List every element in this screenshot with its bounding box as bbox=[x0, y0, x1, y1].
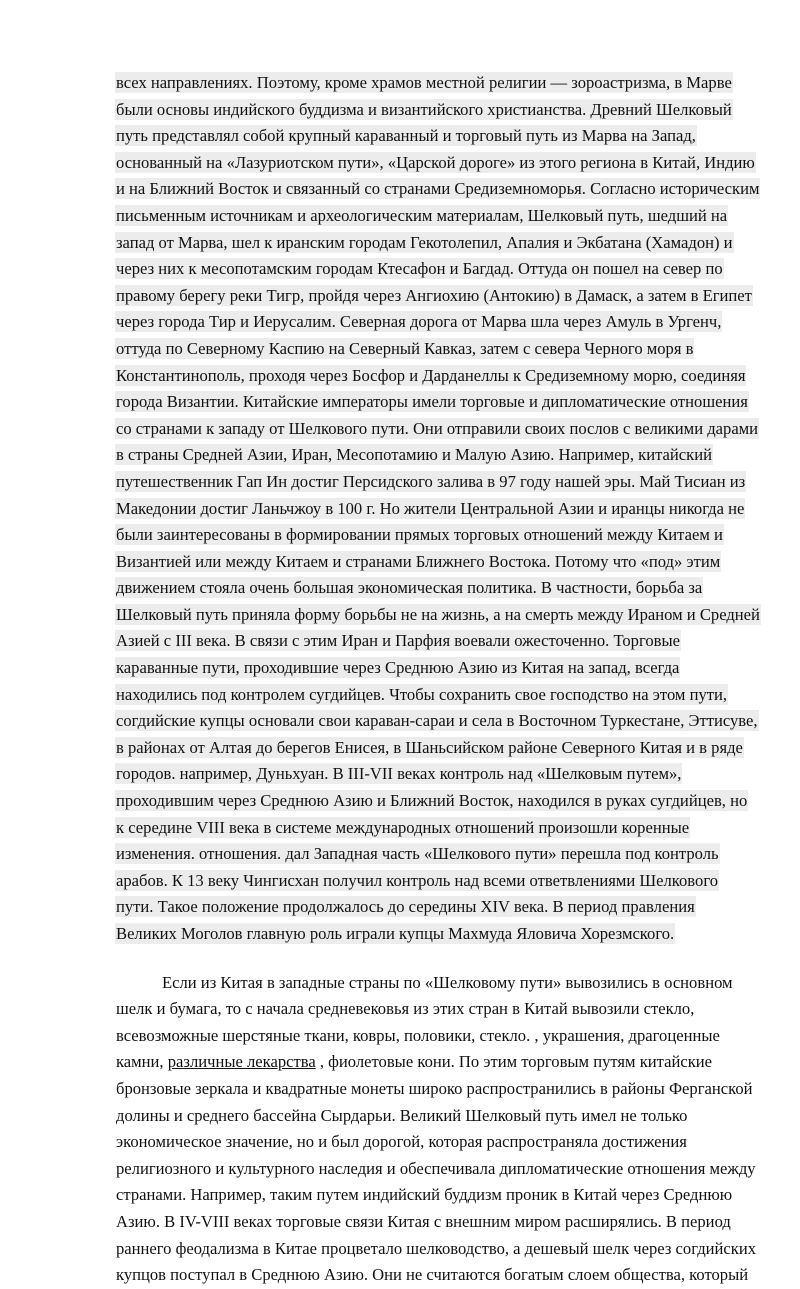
text-line bbox=[116, 788, 746, 815]
text-fragment: , фиолетовые кони. По этим торговым путям китайские bbox=[315, 1052, 713, 1072]
text-line bbox=[116, 655, 746, 682]
paragraph-silk-road-trade bbox=[116, 970, 757, 1289]
highlighted-text: к середине VIII века в системе международных отношений произошли коренные bbox=[116, 817, 690, 837]
text-line bbox=[116, 176, 760, 203]
text-line bbox=[116, 735, 746, 762]
highlighted-text: Шелковый путь приняла форму борьбы не на жизнь, а на смерть между Ираном и Средней bbox=[116, 604, 760, 624]
highlighted-text: движением стояла очень большая экономическая политика. В частности, борьба за bbox=[116, 578, 703, 598]
text-line bbox=[116, 97, 746, 124]
text-line bbox=[116, 203, 746, 230]
link-various-medicines[interactable]: различные лекарства bbox=[167, 1052, 316, 1072]
text-line bbox=[116, 522, 746, 549]
text-line bbox=[116, 1049, 746, 1076]
highlighted-text: находились под контролем сугдийцев. Чтобы сохранить свое господство на этом пути, bbox=[116, 684, 728, 704]
highlighted-text: Константинополь, проходя через Босфор и Дарданеллы к Средиземному морю, соединяя bbox=[116, 365, 746, 385]
text-line bbox=[116, 921, 746, 948]
highlighted-text: Византией или между Китаем и странами Ближнего Востока. Потому что «под» этим bbox=[116, 551, 721, 571]
highlighted-text: Азией с III века. В связи с этим Иран и Парфия воевали ожесточенно. Торговые bbox=[116, 631, 680, 651]
highlighted-text: путь представлял собой крупный караванный и торговый путь из Марва на Запад, bbox=[116, 126, 696, 146]
paragraph-silk-road-routes bbox=[116, 70, 760, 948]
text-line: религиозного и культурного наследия и обеспечивала дипломатические отношения между bbox=[116, 1158, 756, 1178]
text-line: всевозможные шерстяные ткани, ковры, половики, стекло. , украшения, драгоценные bbox=[116, 1025, 720, 1045]
highlighted-text: со странами к западу от Шелкового пути. Они отправили своих послов с великими дарами bbox=[116, 418, 759, 438]
text-line bbox=[116, 70, 746, 97]
text-line bbox=[116, 549, 746, 576]
highlighted-text: основанный на «Лазуриотском пути», «Царской дороге» из этого региона в Китай, Индию bbox=[116, 152, 755, 172]
highlighted-text: арабов. К 13 веку Чингисхан получил контроль над всеми ответвлениями Шелкового bbox=[116, 870, 719, 890]
highlighted-text: путешественник Гап Ин достиг Персидского залива в 97 году нашей эры. Май Тисиан из bbox=[116, 471, 746, 491]
highlighted-text: через города Тир и Иерусалим. Северная дорога от Марва шла через Амуль в Ургенч, bbox=[116, 312, 722, 332]
highlighted-text: запад от Марва, шел к иранским городам Гекотолепил, Апалия и Экбатана (Хамадон) и bbox=[116, 232, 733, 252]
text-line bbox=[116, 894, 746, 921]
text-line bbox=[116, 230, 746, 257]
highlighted-text: правому берегу реки Тигр, пройдя через Ангиохию (Антокию) в Дамаск, а затем в Египет bbox=[116, 285, 752, 305]
highlighted-text: Великих Моголов главную роль играли купцы Махмуда Яловича Хорезмского. bbox=[116, 924, 675, 943]
text-fragment: камни, bbox=[116, 1052, 168, 1072]
text-line: странами. Например, таким путем индийский буддизм проник в Китай через Среднюю bbox=[116, 1185, 733, 1205]
text-line bbox=[116, 416, 759, 443]
text-line: Если из Китая в западные страны по «Шелковому пути» вывозились в основном bbox=[162, 972, 733, 992]
highlighted-text: пути. Такое положение продолжалось до середины XIV века. В период правления bbox=[116, 897, 695, 917]
highlighted-text: оттуда по Северному Каспию на Северный Кавказ, затем с севера Черного моря в bbox=[116, 338, 694, 358]
highlighted-text: изменения. отношения. дал Западная часть «Шелкового пути» перешла под контроль bbox=[116, 844, 719, 864]
text-line bbox=[116, 256, 746, 283]
text-line bbox=[116, 682, 746, 709]
text-line: купцов поступал в Среднюю Азию. Они не считаются богатым слоем общества, который bbox=[116, 1265, 749, 1285]
text-line: долины и среднего бассейна Сырдарьи. Великий Шелковый путь имел не только bbox=[116, 1105, 688, 1125]
text-line: раннего феодализма в Китае процветало шелководство, а дешевый шелк через согдийских bbox=[116, 1238, 757, 1258]
text-line bbox=[116, 868, 746, 895]
text-line bbox=[116, 708, 758, 735]
text-line bbox=[116, 602, 760, 629]
text-line bbox=[116, 123, 746, 150]
highlighted-text: были основы индийского буддизма и византийского христианства. Древний Шелковый bbox=[116, 99, 732, 119]
text-line: бронзовые зеркала и квадратные монеты широко распространились в районы Ферганской bbox=[116, 1078, 753, 1098]
text-line bbox=[116, 283, 752, 310]
text-line bbox=[116, 309, 746, 336]
text-line bbox=[116, 496, 746, 523]
text-line bbox=[116, 363, 746, 390]
text-line: Азию. В IV-VIII веках торговые связи Китая с внешним миром расширялись. В период bbox=[116, 1211, 731, 1231]
highlighted-text: письменным источникам и археологическим материалам, Шелковый путь, шедший на bbox=[116, 205, 728, 225]
text-line bbox=[116, 628, 746, 655]
text-line bbox=[116, 575, 746, 602]
text-line: экономическое значение, но и был дорогой, которая распространяла достижения bbox=[116, 1132, 687, 1152]
text-line bbox=[116, 469, 746, 496]
highlighted-text: проходившим через Среднюю Азию и Ближний Восток, находился в руках сугдийцев, но bbox=[116, 791, 748, 811]
text-line bbox=[116, 150, 755, 177]
highlighted-text: всех направлениях. Поэтому, кроме храмов местной религии — зороастризма, в Марве bbox=[116, 73, 732, 92]
paragraph-continuation bbox=[116, 1076, 757, 1289]
highlighted-text: в районах от Алтая до берегов Енисея, в Шаньсийском районе Северного Китая и в ряде bbox=[116, 737, 743, 757]
highlighted-text: в страны Средней Азии, Иран, Месопотамию и Малую Азию. Например, китайский bbox=[116, 445, 712, 465]
highlighted-text: города Византии. Китайские императоры имели торговые и дипломатические отношения bbox=[116, 392, 748, 412]
highlighted-text: были заинтересованы в формировании прямых торговых отношений между Китаем и bbox=[116, 525, 723, 545]
text-line bbox=[116, 841, 746, 868]
highlighted-text: и на Ближний Восток и связанный со странами Средиземноморья. Согласно историческим bbox=[116, 179, 760, 199]
text-line bbox=[116, 442, 746, 469]
text-line bbox=[116, 761, 746, 788]
highlighted-text: городов. например, Дуньхуан. В III-VII веках контроль над «Шелковым путем», bbox=[116, 764, 682, 784]
highlighted-text: караванные пути, проходившие через Среднюю Азию из Китая на запад, всегда bbox=[116, 658, 680, 678]
text-line bbox=[116, 336, 746, 363]
text-line: шелк и бумага, то с начала средневековья из этих стран в Китай вывозили стекло, bbox=[116, 999, 695, 1019]
highlighted-text: через них к месопотамским городам Ктесафон и Багдад. Оттуда он пошел на север по bbox=[116, 259, 723, 279]
text-line bbox=[116, 389, 746, 416]
text-line bbox=[116, 815, 746, 842]
highlighted-text: согдийские купцы основали свои караван-сараи и села в Восточном Туркестане, Эттисуве, bbox=[116, 711, 758, 731]
highlighted-text: Македонии достиг Ланьчжоу в 100 г. Но жители Центральной Азии и иранцы никогда не bbox=[116, 498, 745, 518]
